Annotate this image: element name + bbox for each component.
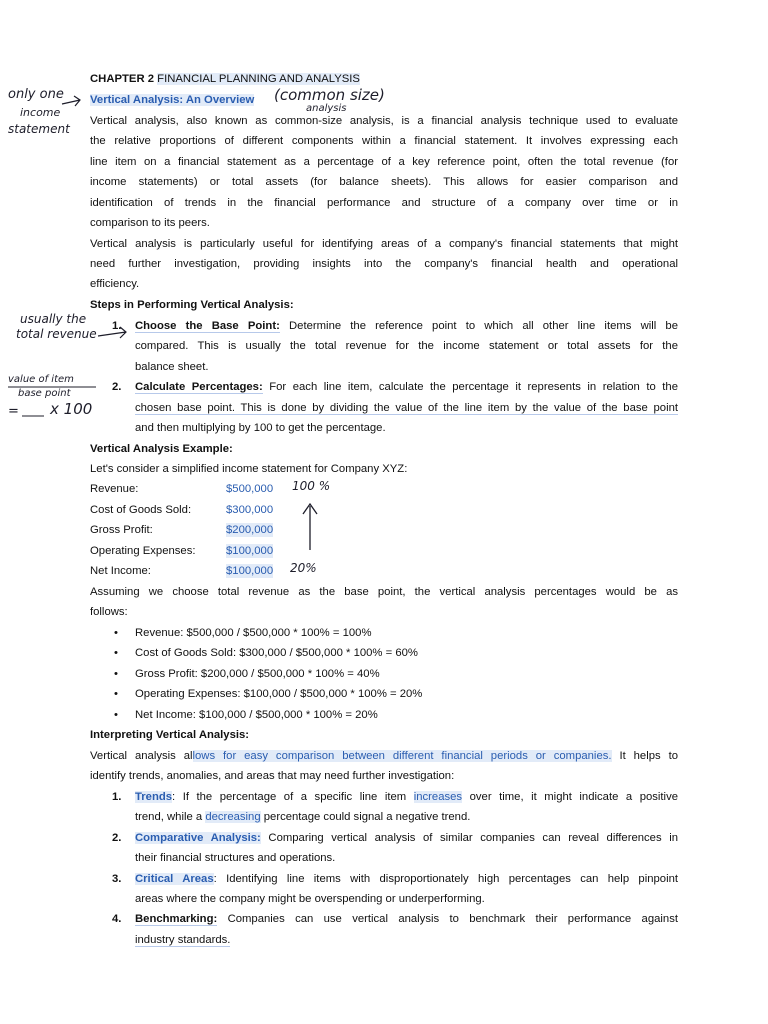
step-1-number: 1. xyxy=(112,320,122,332)
arrow-only-one xyxy=(62,96,80,106)
interp-2-label: Comparative Analysis: xyxy=(135,832,261,844)
statement-label-opex: Operating Expenses: xyxy=(90,545,196,557)
statement-label-net-income: Net Income: xyxy=(90,565,151,577)
step-2-line-3: and then multiplying by 100 to get the percentage. xyxy=(135,422,386,434)
intro-line-1: Vertical analysis, also known as common-size analysis, is a financial analysis technique used to evaluate xyxy=(90,115,678,127)
interp-1-line-1 xyxy=(135,790,678,804)
interp-1-label: Trends xyxy=(135,791,173,803)
handwriting-20-percent: 20% xyxy=(290,561,317,575)
step-2-label: Calculate Percentages: xyxy=(135,381,263,393)
interp-3-number: 3. xyxy=(112,873,122,885)
intro-line-5: identification of trends in the financial performance and structure of a company over time or in xyxy=(90,197,678,209)
handwriting-base-point: base point xyxy=(18,388,71,399)
interp-2-number: 2. xyxy=(112,832,122,844)
calc-gross-profit: Gross Profit: $200,000 / $500,000 * 100% = 40% xyxy=(135,668,380,680)
intro-line-4: income statements) or total assets (for balance sheets). This allows for easier comparison and xyxy=(90,176,678,188)
interp-4-text-b: industry standards. xyxy=(135,934,231,946)
interp-1-text-a: : If the percentage of a specific line item xyxy=(172,791,414,803)
bullet: • xyxy=(114,647,118,659)
chapter-heading xyxy=(90,72,678,86)
handwriting-common-size: (common size) xyxy=(274,86,385,104)
interpreting-intro-post: It helps to xyxy=(611,750,678,762)
handwriting-statement: statement xyxy=(8,122,70,136)
interp-1-highlight-a: increases xyxy=(413,791,463,803)
statement-value-cogs: $300,000 xyxy=(226,504,274,516)
interp-1-number: 1. xyxy=(112,791,122,803)
step-1-line-2: compared. This is usually the total revenue for the income statement or total assets for the xyxy=(135,340,678,352)
statement-value-gross-profit: $200,000 xyxy=(226,524,274,536)
interp-4-text-a: Companies can use vertical analysis to benchmark their performance against xyxy=(217,913,678,925)
assuming-line-2: follows: xyxy=(90,606,128,618)
handwriting-100-percent: 100 % xyxy=(292,479,331,493)
step-1-label: Choose the Base Point: xyxy=(135,320,280,332)
interp-1-highlight-b: decreasing xyxy=(205,811,261,823)
handwriting-equals: = xyxy=(8,404,19,419)
chapter-title: FINANCIAL PLANNING AND ANALYSIS xyxy=(157,73,360,85)
calc-cogs: Cost of Goods Sold: $300,000 / $500,000 * 100% = 60% xyxy=(135,647,418,659)
statement-value-revenue: $500,000 xyxy=(226,483,274,495)
interp-2-line-2: their financial structures and operations. xyxy=(135,852,336,864)
example-heading: Vertical Analysis Example: xyxy=(90,443,233,455)
statement-label-cogs: Cost of Goods Sold: xyxy=(90,504,192,516)
handwriting-total-revenue: total revenue xyxy=(16,327,97,341)
interp-1-text-c: trend, while a xyxy=(135,811,206,823)
interp-1-line-2 xyxy=(135,810,678,824)
interp-3-text-a: : Identifying line items with disproportionately high percentages can help pinpoint xyxy=(213,873,678,885)
steps-heading: Steps in Performing Vertical Analysis: xyxy=(90,299,294,311)
useful-line-1: Vertical analysis is particularly useful for identifying areas of a company's financial statements that might xyxy=(90,238,678,250)
bullet: • xyxy=(114,709,118,721)
interp-4-line-1 xyxy=(135,912,678,926)
calc-net-income: Net Income: $100,000 / $500,000 * 100% = 20% xyxy=(135,709,378,721)
intro-line-3: line item on a financial statement as a percentage of a key reference point, often the total revenue (for xyxy=(90,156,678,168)
step-1-line-3: balance sheet. xyxy=(135,361,209,373)
interp-3-line-1 xyxy=(135,872,678,886)
statement-value-opex: $100,000 xyxy=(226,545,274,557)
step-1-text-1: Determine the reference point to which all other line items will be xyxy=(279,320,678,332)
interp-3-label: Critical Areas xyxy=(135,873,214,885)
handwriting-times-100: x 100 xyxy=(50,400,93,418)
bullet: • xyxy=(114,627,118,639)
statement-label-gross-profit: Gross Profit: xyxy=(90,524,153,536)
step-2-line-1 xyxy=(135,380,678,394)
interpreting-intro-line-2: identify trends, anomalies, and areas that may need further investigation: xyxy=(90,770,455,782)
interp-2-line-1 xyxy=(135,831,678,845)
calc-opex: Operating Expenses: $100,000 / $500,000 * 100% = 20% xyxy=(135,688,423,700)
useful-line-3: efficiency. xyxy=(90,278,140,290)
assuming-line-1: Assuming we choose total revenue as the base point, the vertical analysis percentages would be as xyxy=(90,586,678,598)
interpreting-heading: Interpreting Vertical Analysis: xyxy=(90,729,250,741)
example-intro: Let's consider a simplified income statement for Company XYZ: xyxy=(90,463,408,475)
calc-revenue: Revenue: $500,000 / $500,000 * 100% = 100% xyxy=(135,627,372,639)
interp-4-label: Benchmarking: xyxy=(135,913,218,925)
intro-line-6: comparison to its peers. xyxy=(90,217,210,229)
interpreting-intro-line-1 xyxy=(90,749,678,763)
interp-4-line-2 xyxy=(135,933,678,947)
interp-1-text-b: over time, it might indicate a positive xyxy=(462,791,678,803)
step-2-text-2: chosen base point. This is done by dividing the value of the line item by the value of the base point xyxy=(135,402,678,414)
interpreting-intro-pre: Vertical analysis al xyxy=(90,750,193,762)
handwriting-analysis: analysis xyxy=(306,103,347,114)
bullet: • xyxy=(114,668,118,680)
intro-line-2: the relative proportions of different components within a financial statement. It involves expressing each xyxy=(90,135,678,147)
interp-3-line-2: areas where the company might be overspending or underperforming. xyxy=(135,893,485,905)
interp-2-text-a: Comparing vertical analysis of similar companies can reveal differences in xyxy=(260,832,678,844)
step-2-number: 2. xyxy=(112,381,122,393)
interp-1-text-d: percentage could signal a negative trend. xyxy=(260,811,471,823)
useful-line-2: need further investigation, providing insights into the company's financial health and operational xyxy=(90,258,678,270)
handwriting-value-of-item: value of item xyxy=(8,374,74,385)
chapter-label: CHAPTER 2 xyxy=(90,73,155,85)
step-1-line-1 xyxy=(135,319,678,333)
handwriting-only-one: only one xyxy=(8,87,64,102)
bullet: • xyxy=(114,688,118,700)
handwriting-income: income xyxy=(20,106,61,119)
step-2-text-1: For each line item, calculate the percentage it represents in relation to the xyxy=(262,381,678,393)
interpreting-intro-highlight: lows for easy comparison between different financial periods or companies. xyxy=(192,750,612,762)
statement-value-net-income: $100,000 xyxy=(226,565,274,577)
statement-label-revenue: Revenue: xyxy=(90,483,139,495)
overview-heading-text: Vertical Analysis: An Overview xyxy=(90,94,255,106)
step-2-line-2 xyxy=(135,401,678,415)
interp-4-number: 4. xyxy=(112,913,122,925)
handwriting-usually-the: usually the xyxy=(20,312,87,326)
